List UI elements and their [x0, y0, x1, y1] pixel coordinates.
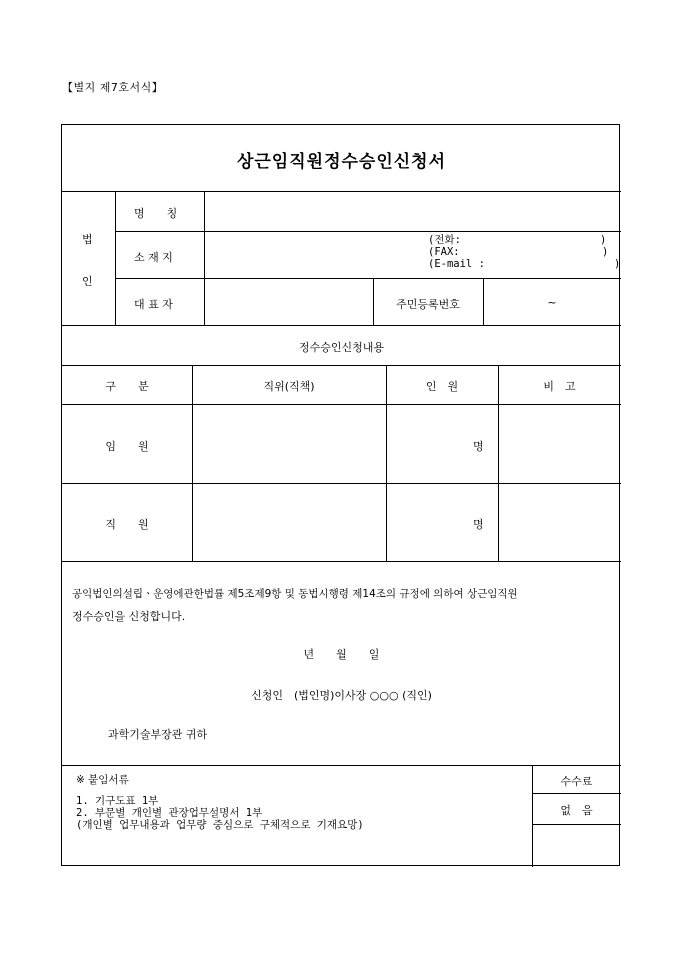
attachment-item-1: 1. 기구도표 1부: [76, 795, 159, 807]
form-number: 【별지 제7호서식】: [62, 81, 164, 94]
corporation-label-2: 인: [82, 275, 93, 288]
declaration-line1: 공익법인의설립ㆍ운영에관한법률 제5조제9항 및 동법시행령 제14조의 규정에 의하여 상근임직원: [72, 588, 518, 600]
application-form: [61, 124, 620, 866]
col-headcount: 인 원: [425, 380, 459, 393]
corporation-label-1: 법: [82, 233, 93, 246]
attachments-title: ※ 붙임서류: [76, 774, 129, 786]
address-label: 소 재 지: [134, 251, 173, 264]
representative-label: 대 표 자: [134, 298, 173, 311]
resident-no-label: 주민등록번호: [396, 298, 460, 311]
declaration-date: 년 월 일: [303, 648, 380, 661]
row-staff-unit: 명: [473, 518, 484, 531]
fax-label: (FAX:: [428, 246, 460, 258]
name-label: 명 칭: [134, 207, 178, 220]
email-close: ): [614, 258, 621, 270]
col-remarks: 비 고: [543, 380, 576, 393]
fee-label: 수수료: [560, 775, 593, 788]
form-title: 상근임직원정수승인신청서: [236, 152, 447, 172]
row-staff: 직 원: [105, 518, 149, 531]
declaration-line2: 정수승인을 신청합니다.: [72, 610, 186, 623]
resident-no-sep: ~: [547, 296, 557, 309]
col-position: 직위(직책): [263, 380, 315, 393]
col-category: 구 분: [105, 380, 149, 393]
fee-value: 없 음: [560, 804, 593, 817]
attachment-item-3: (개인별 업무내용과 업무량 중심으로 구체적으로 기재요망): [76, 819, 364, 831]
addressee: 과학기술부장관 귀하: [108, 728, 208, 741]
attachment-item-2: 2. 부문별 개인별 관장업무설명서 1부: [76, 807, 263, 819]
row-executives-unit: 명: [473, 440, 484, 453]
applicant: 신청인 (법인명)이사장 ○○○ (직인): [251, 689, 432, 702]
row-executives: 임 원: [105, 440, 149, 453]
fax-close: ): [602, 246, 609, 258]
email-label: (E-mail :: [428, 258, 485, 270]
phone-label: (전화:: [428, 234, 461, 246]
request-section-title: 정수승인신청내용: [298, 341, 384, 354]
phone-close: ): [600, 234, 607, 246]
